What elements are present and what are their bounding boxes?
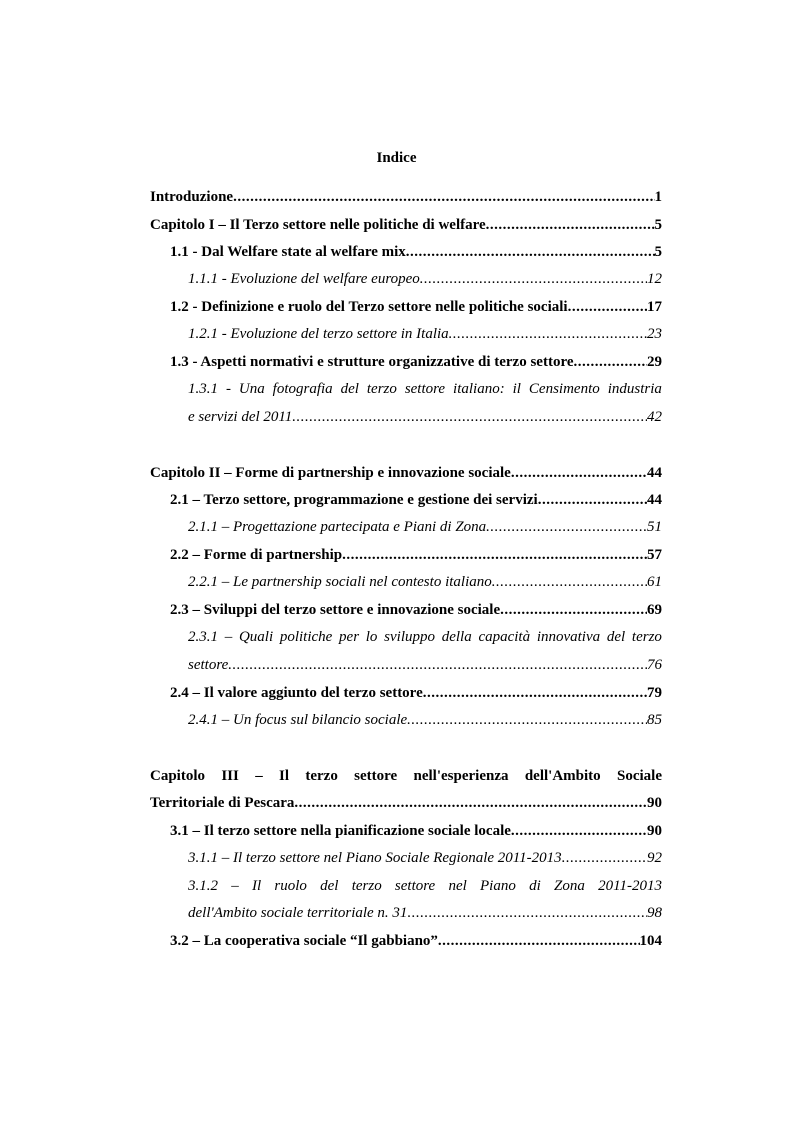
toc-entry-page: 98: [647, 905, 662, 921]
toc-entry-label: 1.2.1 - Evoluzione del terzo settore in Italia: [188, 326, 449, 342]
toc-word: di: [529, 878, 541, 894]
toc-entry-2-2-1[interactable]: [188, 571, 662, 593]
toc-entry-2-3-1-line1[interactable]: [188, 626, 662, 648]
toc-entry-page: 29: [647, 354, 662, 370]
toc-word: III: [221, 768, 239, 784]
toc-word: politiche: [279, 629, 333, 645]
toc-word: terzo: [366, 381, 397, 397]
toc-entry-label: dell'Ambito sociale territoriale n. 31: [188, 905, 408, 921]
toc-entry-page: 90: [647, 823, 662, 839]
toc-entry-label: settore: [188, 657, 229, 673]
toc-word: settore: [404, 381, 446, 397]
toc-entry-1-2-1[interactable]: [188, 323, 662, 345]
toc-word: del: [340, 381, 359, 397]
toc-entry-2-3[interactable]: [170, 599, 662, 621]
toc-word: 1.3.1: [188, 381, 218, 397]
toc-entry-page: 92: [647, 850, 662, 866]
dot-leader: [568, 296, 647, 318]
toc-word: per: [339, 629, 360, 645]
toc-entry-label: e servizi del 2011: [188, 409, 293, 425]
dot-leader: [406, 241, 655, 263]
toc-entry-label: Territoriale di Pescara: [150, 795, 295, 811]
toc-entry-3-2[interactable]: [170, 930, 662, 952]
toc-entry-label: 3.1 – Il terzo settore nella pianificazione sociale locale: [170, 823, 511, 839]
toc-entry-introduzione[interactable]: [150, 186, 662, 208]
toc-entry-label: 3.2 – La cooperativa sociale “Il gabbiano”: [170, 933, 438, 949]
dot-leader: [511, 820, 647, 842]
toc-entry-1-1-1[interactable]: [188, 268, 662, 290]
toc-entry-label: Introduzione: [150, 189, 234, 205]
toc-entry-page: 5: [654, 244, 662, 260]
toc-entry-3-1-1[interactable]: [188, 847, 662, 869]
toc-entry-capitolo-3-line2[interactable]: [150, 792, 662, 814]
toc-entry-page: 51: [647, 519, 662, 535]
toc-entry-label: 2.2 – Forme di partnership: [170, 547, 343, 563]
toc-entry-label: 1.1.1 - Evoluzione del welfare europeo: [188, 271, 420, 287]
toc-entry-page: 42: [647, 409, 662, 425]
toc-entry-page: 85: [647, 712, 662, 728]
toc-word: il: [512, 381, 521, 397]
toc-word: 2011-2013: [598, 878, 662, 894]
toc-word: innovativa: [536, 629, 601, 645]
toc-entry-capitolo-1[interactable]: [150, 214, 662, 236]
toc-entry-page: 57: [647, 547, 662, 563]
page-title: Indice: [376, 150, 417, 166]
toc-word: nel: [448, 878, 467, 894]
toc-word: -: [225, 381, 231, 397]
toc-word: sviluppo: [384, 629, 435, 645]
toc-entry-page: 17: [647, 299, 662, 315]
toc-word: Censimento: [528, 381, 600, 397]
toc-word: della: [441, 629, 472, 645]
toc-entry-page: 61: [647, 574, 662, 590]
dot-leader: [420, 268, 647, 290]
toc-entry-label: 2.3 – Sviluppi del terzo settore e innovazione sociale: [170, 602, 501, 618]
toc-entry-page: 5: [654, 217, 662, 233]
dot-leader: [233, 186, 654, 208]
toc-word: terzo: [351, 878, 382, 894]
toc-entry-label: 2.4.1 – Un focus sul bilancio sociale: [188, 712, 408, 728]
toc-entry-2-1[interactable]: [170, 489, 662, 511]
toc-word: del: [606, 629, 626, 645]
toc-word: nell'esperienza: [413, 768, 509, 784]
toc-entry-capitolo-3-line1[interactable]: [150, 765, 662, 787]
toc-entry-1-3-1-line2[interactable]: [188, 406, 662, 428]
toc-entry-page: 44: [647, 492, 662, 508]
toc-entry-1-3[interactable]: [170, 351, 662, 373]
toc-entry-label: 3.1.1 – Il terzo settore nel Piano Sociale Regionale 2011-2013: [188, 850, 562, 866]
toc-word: Piano: [480, 878, 516, 894]
toc-word: settore: [394, 878, 436, 894]
toc-entry-3-1-2-line1[interactable]: [188, 875, 662, 897]
toc-entry-page: 12: [647, 271, 662, 287]
toc-entry-1-2[interactable]: [170, 296, 662, 318]
toc-word: lo: [365, 629, 378, 645]
toc-entry-3-1-2-line2[interactable]: [188, 902, 662, 924]
dot-leader: [407, 902, 647, 924]
toc-word: Zona: [553, 878, 585, 894]
toc-word: del: [320, 878, 339, 894]
toc-entry-label: 1.2 - Definizione e ruolo del Terzo settore nelle politiche sociali: [170, 299, 568, 315]
toc-word: 2.3.1: [188, 629, 218, 645]
dot-leader: [407, 709, 647, 731]
toc-word: Sociale: [617, 768, 662, 784]
toc-word: dell'Ambito: [524, 768, 601, 784]
dot-leader: [538, 489, 647, 511]
toc-entry-page: 1: [654, 189, 662, 205]
toc-word: fotografia: [272, 381, 333, 397]
toc-entry-1-3-1-line1[interactable]: [188, 378, 662, 400]
dot-leader: [511, 462, 647, 484]
toc-word: settore: [354, 768, 398, 784]
dot-leader: [486, 516, 647, 538]
dot-leader: [574, 351, 648, 373]
toc-word: terzo: [305, 768, 338, 784]
toc-word: –: [255, 768, 263, 784]
toc-entry-2-1-1[interactable]: [188, 516, 662, 538]
dot-leader: [562, 847, 647, 869]
toc-entry-page: 76: [647, 657, 662, 673]
toc-word: Il: [251, 878, 262, 894]
toc-entry-label: Capitolo I – Il Terzo settore nelle politiche di welfare: [150, 217, 486, 233]
toc-entry-label: 2.2.1 – Le partnership sociali nel contesto italiano: [188, 574, 492, 590]
dot-leader: [500, 599, 647, 621]
toc-entry-page: 23: [647, 326, 662, 342]
toc-word: 3.1.2: [188, 878, 218, 894]
toc-word: –: [231, 878, 239, 894]
dot-leader: [292, 406, 647, 428]
toc-entry-2-4[interactable]: [170, 682, 662, 704]
toc-word: italiano:: [453, 381, 505, 397]
toc-entry-label: 2.1.1 – Progettazione partecipata e Piani di Zona: [188, 519, 487, 535]
dot-leader: [294, 792, 647, 814]
toc-entry-1-1[interactable]: [170, 241, 662, 263]
toc-entry-label: 2.4 – Il valore aggiunto del terzo settore: [170, 685, 423, 701]
toc-word: Capitolo: [150, 768, 206, 784]
toc-word: Una: [238, 381, 265, 397]
toc-word: capacità: [478, 629, 531, 645]
toc-word: Quali: [238, 629, 274, 645]
toc-entry-page: 104: [639, 933, 662, 949]
toc-entry-label: 1.3 - Aspetti normativi e strutture organizzative di terzo settore: [170, 354, 574, 370]
dot-leader: [342, 544, 647, 566]
toc-entry-label: Capitolo II – Forme di partnership e innovazione sociale: [150, 465, 511, 481]
dot-leader: [423, 682, 647, 704]
dot-leader: [449, 323, 647, 345]
toc-entry-page: 44: [647, 465, 662, 481]
toc-entry-2-4-1[interactable]: [188, 709, 662, 731]
dot-leader: [228, 654, 647, 676]
toc-entry-3-1[interactable]: [170, 820, 662, 842]
toc-entry-2-3-1-line2[interactable]: [188, 654, 662, 676]
toc-word: –: [224, 629, 233, 645]
toc-word: terzo: [631, 629, 662, 645]
toc-entry-label: 2.1 – Terzo settore, programmazione e gestione dei servizi: [170, 492, 538, 508]
toc-word: industria: [607, 381, 662, 397]
dot-leader: [438, 930, 640, 952]
toc-entry-page: 90: [647, 795, 662, 811]
toc-entry-label: 1.1 - Dal Welfare state al welfare mix: [170, 244, 406, 260]
toc-entry-2-2[interactable]: [170, 544, 662, 566]
toc-entry-page: 79: [647, 685, 662, 701]
toc-word: Il: [279, 768, 290, 784]
dot-leader: [486, 214, 655, 236]
toc-word: ruolo: [274, 878, 307, 894]
toc-entry-capitolo-2[interactable]: [150, 462, 662, 484]
toc-entry-page: 69: [647, 602, 662, 618]
dot-leader: [492, 571, 647, 593]
